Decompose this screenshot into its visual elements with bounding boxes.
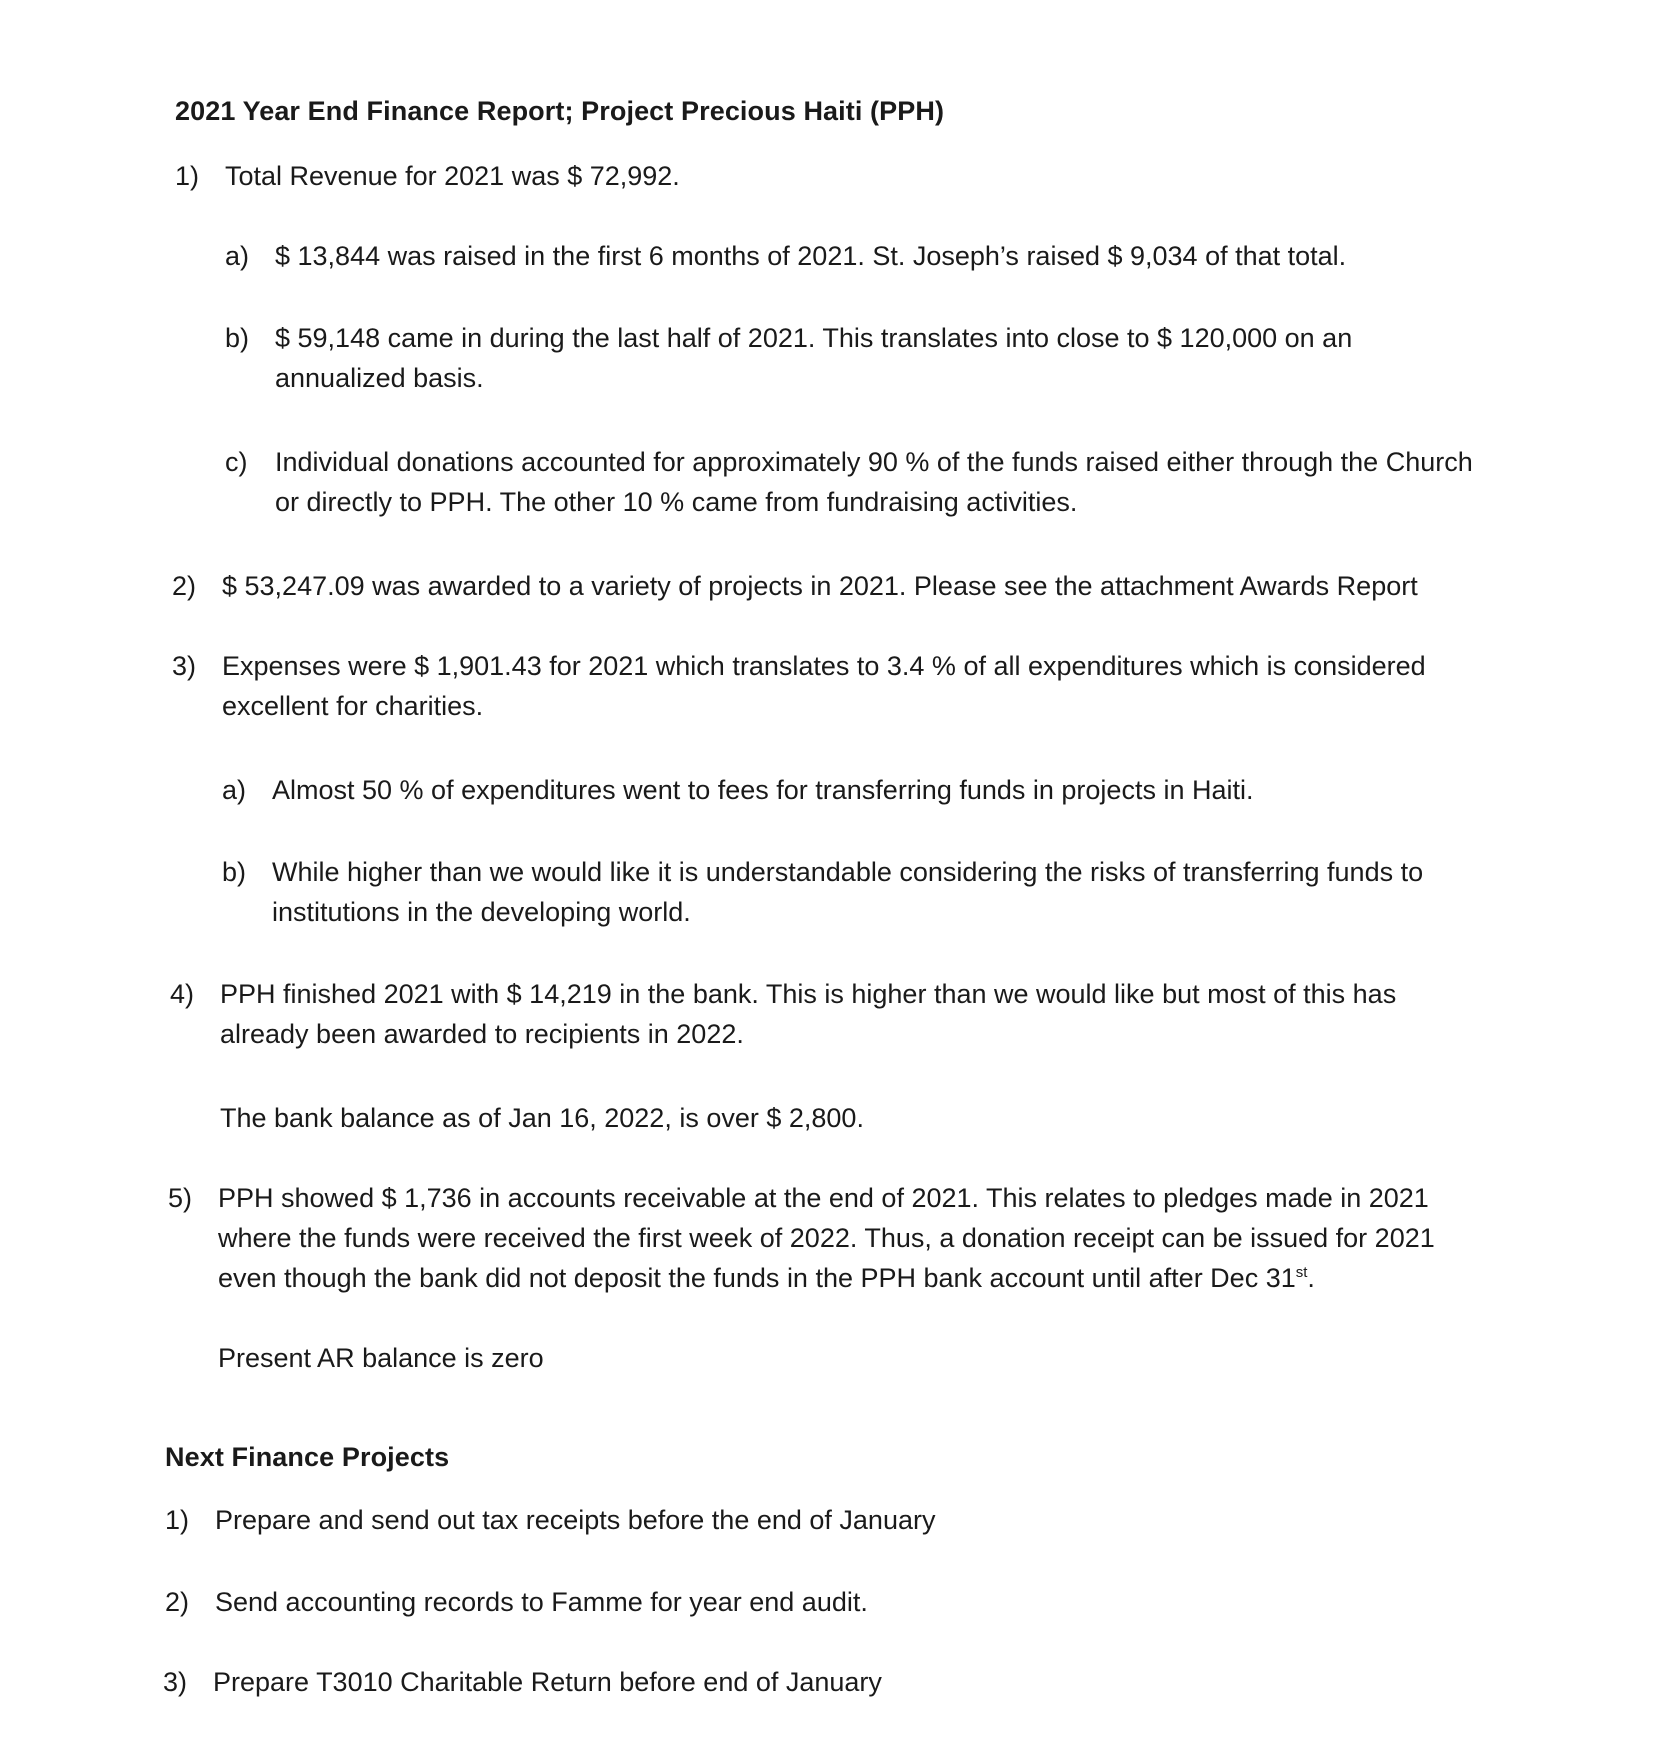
list-marker: b) (222, 857, 247, 887)
list-marker: a) (225, 241, 250, 271)
list-item (175, 156, 1475, 196)
list-text: Prepare and send out tax receipts before the end of January (215, 1505, 936, 1535)
list-text: PPH finished 2021 with $ 14,219 in the bank. This is higher than we would like but most of this has already been awarded to recipients in 2022. (220, 979, 1397, 1049)
list-item (170, 974, 1490, 1054)
superscript: st (1295, 1264, 1308, 1281)
list-text: $ 59,148 came in during the last half of 2021. This translates into close to $ 120,000 on an annualized basis. (275, 323, 1353, 393)
list-item (172, 566, 1512, 606)
list-text: Expenses were $ 1,901.43 for 2021 which translates to 3.4 % of all expenditures which is considered excellent for charities. (222, 651, 1426, 721)
ar-balance-note: Present AR balance is zero (218, 1343, 544, 1373)
list-text: Total Revenue for 2021 was $ 72,992. (225, 161, 680, 191)
list-marker: 1) (165, 1505, 190, 1535)
list-item (165, 1582, 1465, 1622)
list-text: $ 53,247.09 was awarded to a variety of projects in 2021. Please see the attachment Awards Report (222, 571, 1418, 601)
list-item (163, 1662, 1463, 1702)
list-marker: 2) (172, 571, 197, 601)
list-marker: 2) (165, 1587, 190, 1617)
list-text: While higher than we would like it is understandable considering the risks of transferring funds to institutions in the developing world. (272, 857, 1424, 927)
list-item (165, 1500, 1465, 1540)
next-projects-title: Next Finance Projects (165, 1442, 450, 1472)
list-item (225, 236, 1485, 276)
list-marker: a) (222, 775, 247, 805)
list-item (225, 442, 1485, 522)
list-marker: 3) (172, 651, 197, 681)
list-marker: b) (225, 323, 250, 353)
list-text: PPH showed $ 1,736 in accounts receivable at the end of 2021. This relates to pledges made in 2021 where the funds were received the first week of 2022. Thus, a donation receipt can be issued for 2021 even though the bank did not deposit the funds in the PPH bank account until after Dec 31st. (218, 1183, 1435, 1293)
bank-balance-note: The bank balance as of Jan 16, 2022, is over $ 2,800. (220, 1103, 864, 1133)
list-text: Almost 50 % of expenditures went to fees for transferring funds in projects in Haiti. (272, 775, 1254, 805)
list-item (222, 852, 1482, 932)
list-marker: 5) (168, 1183, 193, 1213)
list-text: $ 13,844 was raised in the first 6 months of 2021. St. Joseph’s raised $ 9,034 of that total. (275, 241, 1347, 271)
list-marker: 3) (163, 1667, 188, 1697)
list-item (225, 318, 1445, 398)
list-text: Prepare T3010 Charitable Return before end of January (213, 1667, 882, 1697)
list-text: Individual donations accounted for approximately 90 % of the funds raised either through the Church or directly to PPH. The other 10 % came from fundraising activities. (275, 447, 1473, 517)
list-marker: 4) (170, 979, 195, 1009)
list-item (222, 770, 1482, 810)
report-title: 2021 Year End Finance Report; Project Precious Haiti (PPH) (175, 96, 945, 126)
list-marker: 1) (175, 161, 200, 191)
list-marker: c) (225, 447, 248, 477)
list-item (168, 1178, 1498, 1298)
list-text: Send accounting records to Famme for year end audit. (215, 1587, 868, 1617)
list-item (172, 646, 1512, 726)
